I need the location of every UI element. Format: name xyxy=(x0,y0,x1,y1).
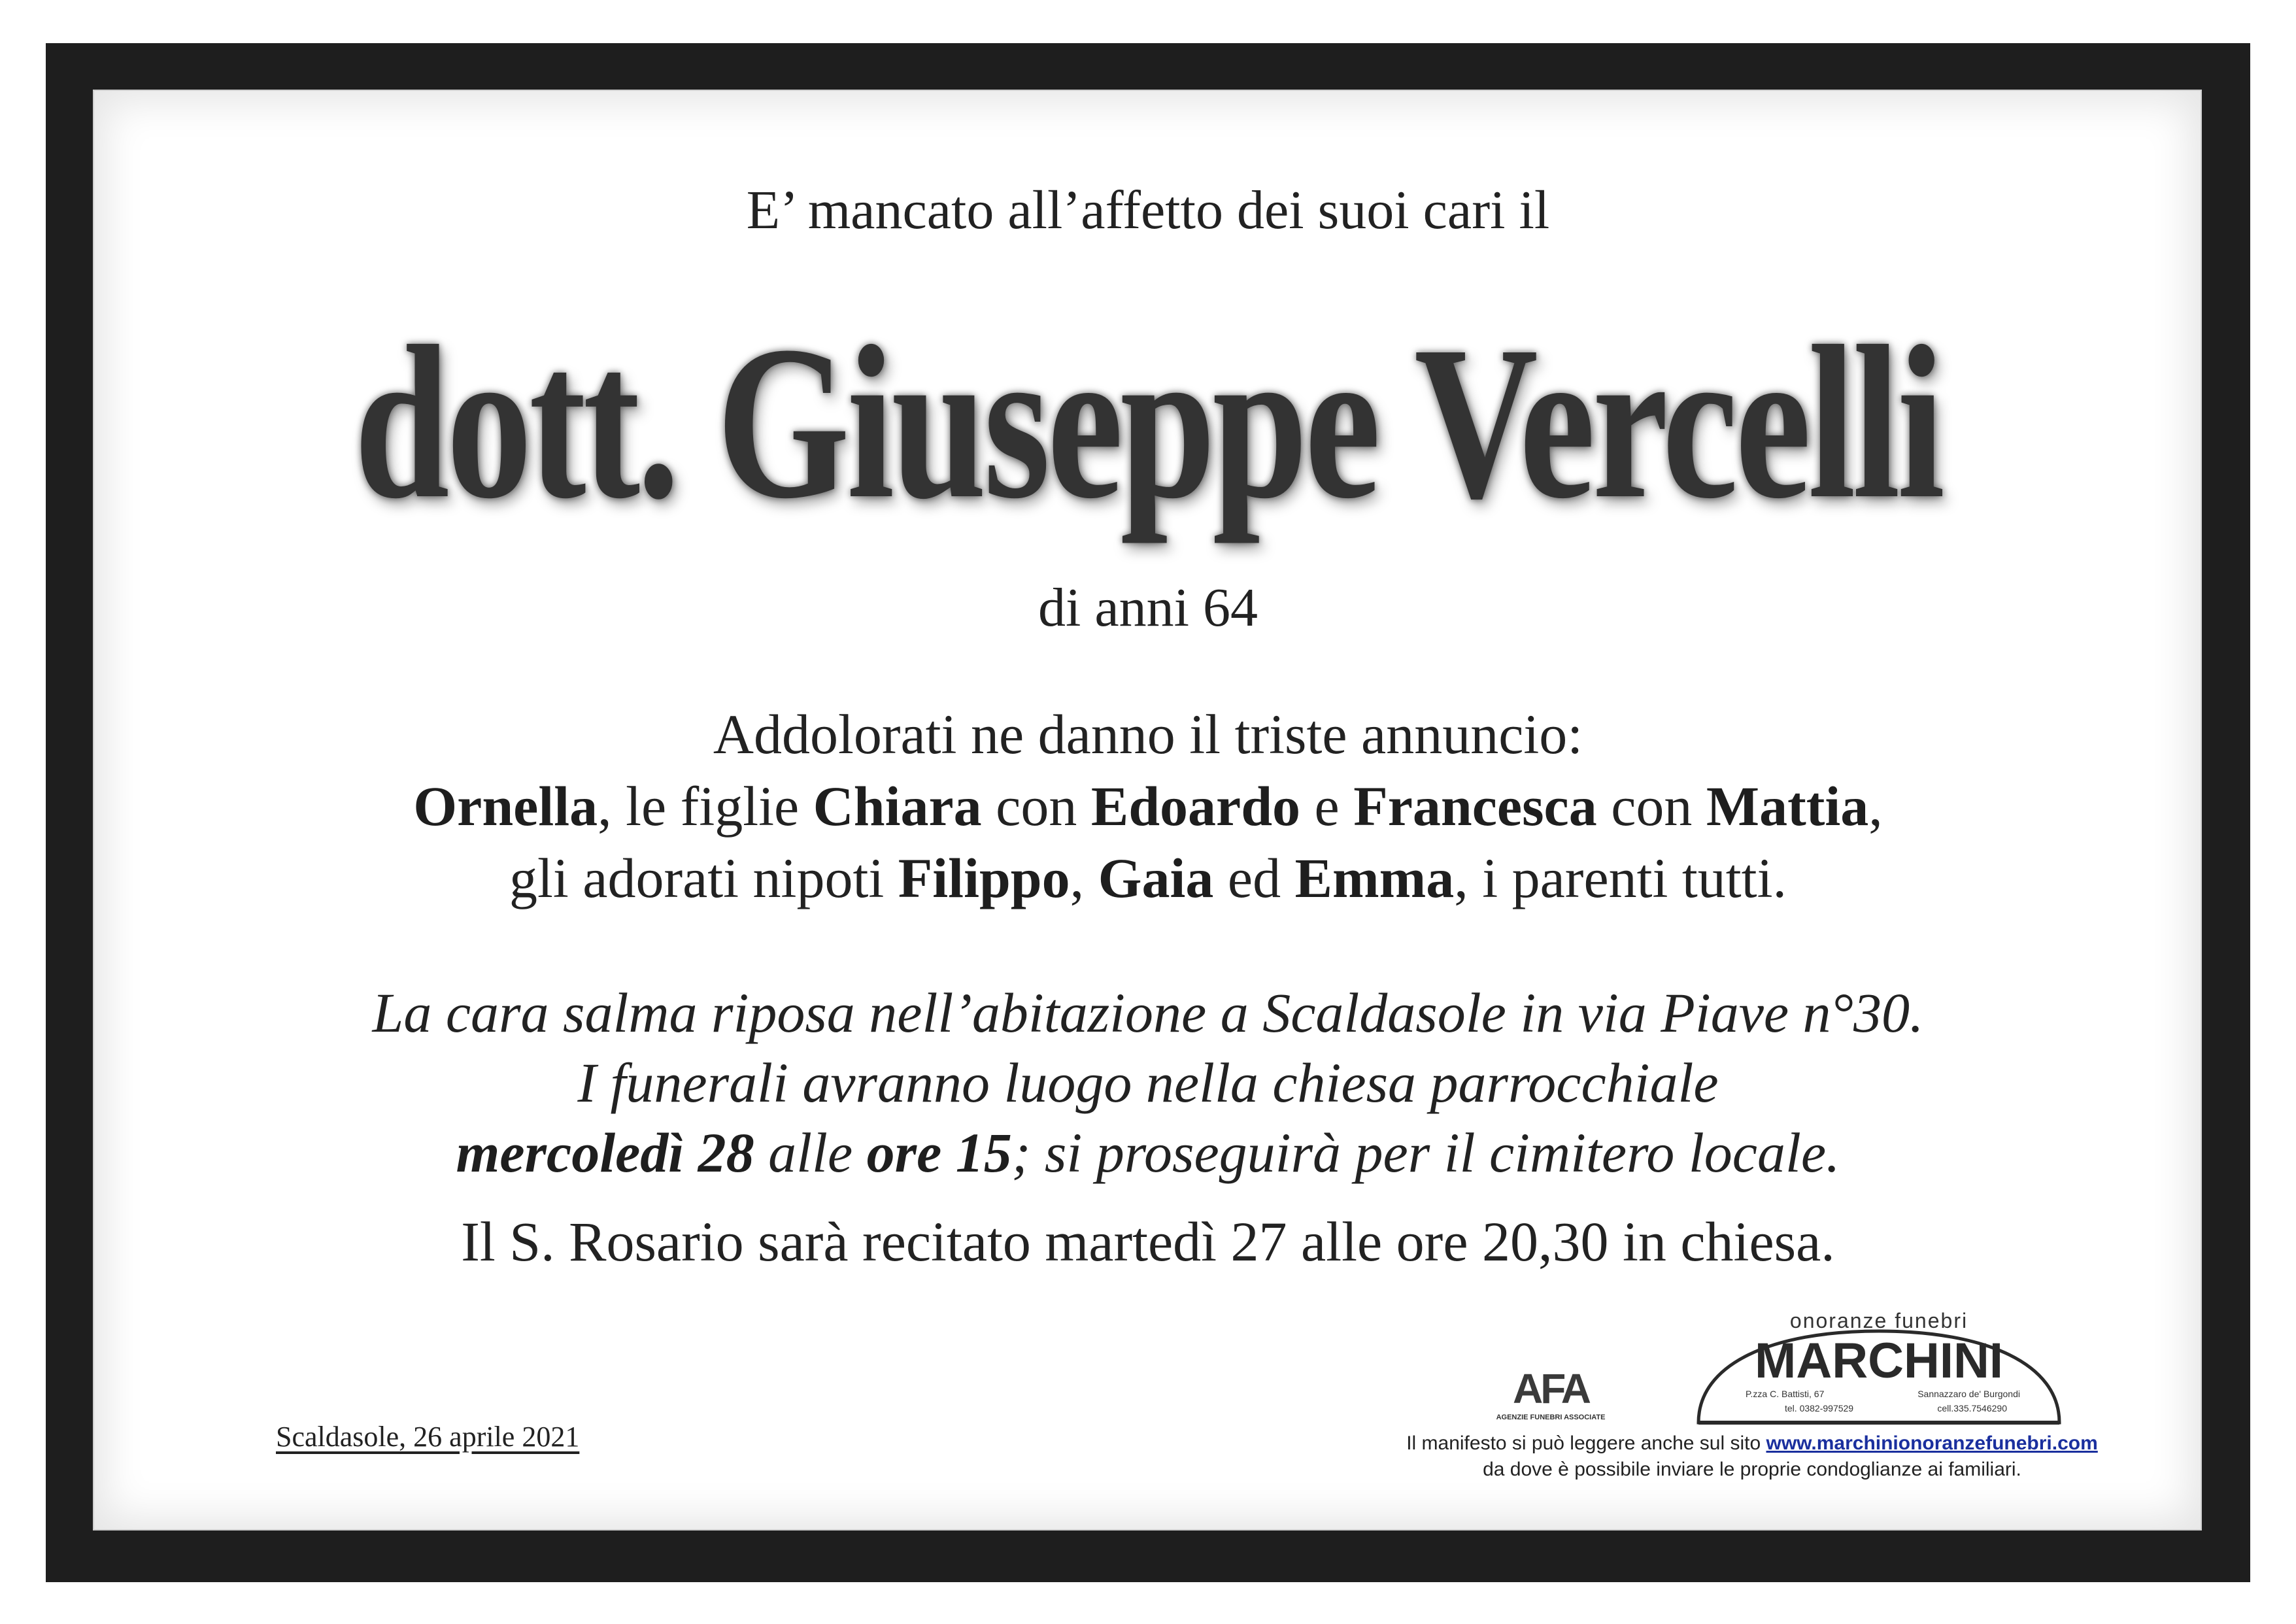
funeral-line-1: La cara salma riposa nell’abitazione a Scaldasole in via Piave n°30. xyxy=(372,981,1924,1044)
family-name: Gaia xyxy=(1098,847,1214,909)
marchini-tagline: onoranze funebri xyxy=(1789,1309,1968,1332)
marchini-phone: tel. 0382-997529 cell.335.7546290 xyxy=(1785,1403,2007,1413)
funeral-line-3: mercoledì 28 alle ore 15; si proseguirà per il cimitero locale. xyxy=(456,1121,1840,1184)
family-line-2: gli adorati nipoti Filippo, Gaia ed Emma, i parenti tutti. xyxy=(509,847,1787,909)
afa-logo xyxy=(1492,1365,1610,1427)
rosary-text: Il S. Rosario sarà recitato martedì 27 alle ore 20,30 in chiesa. xyxy=(461,1210,1835,1273)
marchini-name: MARCHINI xyxy=(1755,1333,2003,1389)
family-name: Mattia xyxy=(1706,775,1869,837)
family-name: Francesca xyxy=(1353,775,1597,837)
family-name: Edoardo xyxy=(1090,775,1301,837)
afa-logo-letters: AFA xyxy=(1513,1365,1589,1412)
family-name: Emma xyxy=(1294,847,1455,909)
funeral-day: mercoledì 28 xyxy=(456,1121,754,1184)
family-name: Ornella xyxy=(413,775,598,837)
afa-logo-subtitle: AGENZIE FUNEBRI ASSOCIATE xyxy=(1496,1413,1606,1421)
funeral-line-2: I funerali avranno luogo nella chiesa parrocchiale xyxy=(577,1051,1719,1114)
marchini-logo xyxy=(1693,1305,2065,1427)
intro-text: E’ mancato all’affetto dei suoi cari il xyxy=(746,180,1550,241)
deceased-name: dott. Giuseppe Vercelli xyxy=(354,301,1942,544)
family-name: Chiara xyxy=(813,775,982,837)
announcement-text: Addolorati ne danno il triste annuncio: xyxy=(713,703,1583,766)
age-text: di anni 64 xyxy=(1038,577,1258,638)
funeral-time: ore 15 xyxy=(866,1121,1012,1184)
family-name: Filippo xyxy=(898,847,1070,909)
marchini-address: P.zza C. Battisti, 67 Sannazzaro de' Burgondi xyxy=(1746,1389,2020,1399)
family-line-1: Ornella, le figlie Chiara con Edoardo e Francesca con Mattia, xyxy=(413,775,1883,837)
website-link[interactable]: www.marchinionoranzefunebri.com xyxy=(1766,1432,2098,1454)
website-note: Il manifesto si può leggere anche sul sito www.marchinionoranzefunebri.com da dove è possibile inviare le proprie condoglianze ai familiari. xyxy=(1406,1432,2098,1480)
place-date: Scaldasole, 26 aprile 2021 xyxy=(276,1421,580,1453)
